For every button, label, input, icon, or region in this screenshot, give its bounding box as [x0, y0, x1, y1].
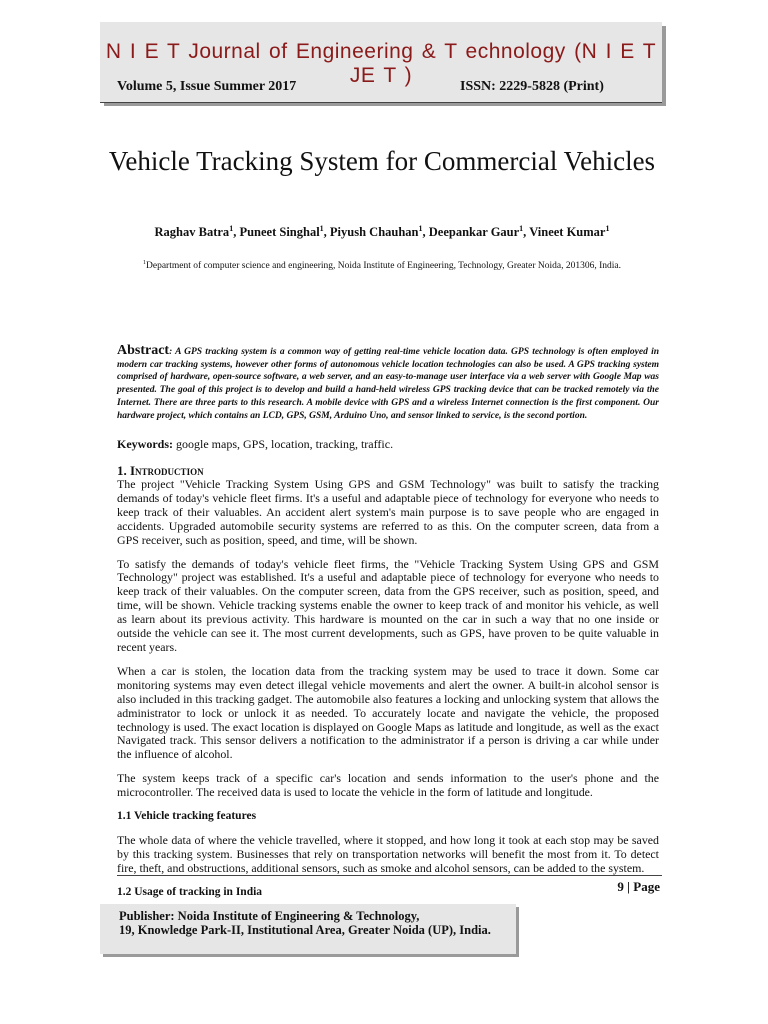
footer-divider	[117, 875, 662, 876]
keywords-label: Keywords:	[117, 437, 173, 451]
abstract-text: A GPS tracking system is a common way of getting real-time vehicle location data. GPS technology is often employed in modern car tracking systems, however other forms of autonomous vehicle location technologies can also be used. A GPS tracking system comprised of hardware, open-source software, a web server, and an easy-to-manage user interface via a web server with Google Map was presented. The goal of this project is to develop and build a hand-held wireless GPS tracking device that can be tracked remotely via the Internet. There are three parts to this research. A mobile device with GPS and a wireless Internet connection is the first component. Our hardware project, which contains an LCD, GPS, GSM, Arduino Uno, and sensor linked to service, is the second portion.	[117, 347, 659, 421]
journal-header-box	[100, 22, 662, 102]
keywords-text: google maps, GPS, location, tracking, traffic.	[173, 437, 394, 451]
author-name: Piyush Chauhan	[329, 225, 419, 240]
paragraph: The project "Vehicle Tracking System Using GPS and GSM Technology" was built to satisfy the tracking demands of today's vehicle fleet firms. It's a useful and adaptable piece of technology for everyone who needs to keep track of their valuables. An accident alert system's main purpose is to save people who are engaged in accidents. Upgraded automobile security systems are referred to as this. On the computer screen, data from a GPS receiver, such as position, speed, and time, will be shown.	[117, 477, 659, 547]
paragraph: When a car is stolen, the location data from the tracking system may be used to trace it down. Some car monitoring systems may even detect illegal vehicle movements and alert the owner. A built-in alcohol sensor is also included in this tracking gadget. The automobile also features a locking and unlocking system that allows the administrator to lock or unlock it as needed. To accurately locate and navigate the vehicle, the proposed technology is used. The exact location is displayed on Google Maps as latitude and longitude, as well as the exact Navigated track. This sensor delivers a notification to the administrator if a person is driving a car while under the influence of alcohol.	[117, 663, 659, 762]
publisher-box	[100, 904, 516, 954]
paragraph: To satisfy the demands of today's vehicle fleet firms, the "Vehicle Tracking System Using GPS and GSM Technology" project was established. It's a useful and adaptable piece of technology for everyone who needs to keep track of their valuables. On the computer screen, data from the GPS receiver, such as position, speed, and time, will be shown. Vehicle tracking systems enable the owner to keep track of and monitor his vehicle, as well as learn about its previous activity. This hardware is mounted on the car in such a way that no one inside or outside the vehicle can see it. The most current developments, such as GPS, have proven to be quite valuable in recent years.	[117, 556, 659, 654]
keywords	[117, 437, 659, 452]
abstract	[117, 345, 659, 422]
author-name: Raghav Batra	[154, 225, 230, 240]
author-affiliation-mark: 1	[229, 224, 234, 233]
author-name: Vineet Kumar	[529, 225, 606, 240]
affiliation-text: Department of computer science and engineering, Noida Institute of Engineering, Technology, Greater Noida, 201306, India.	[146, 261, 621, 272]
subsection-heading-vehicle-tracking-features: 1.1 Vehicle tracking features	[117, 810, 257, 823]
author-list: Raghav Batra$^1$, Puneet Singhal$^1$, Piyush Chauhan$^1$, Deepankar Gaur$^1$, Vineet Kumar$^1$	[154, 224, 610, 240]
journal-title: N I E T Journal of Engineering & T echnology (N I E T JE T )	[105, 40, 657, 87]
publisher-line-2: 19, Knowledge Park-II, Institutional Area, Greater Noida (UP), India.	[119, 923, 491, 937]
abstract-colon: :	[169, 347, 173, 357]
paragraph: The whole data of where the vehicle travelled, where it stopped, and how long it took at each stop may be saved by this tracking system. Businesses that rely on transportation networks will benefit the most from it. To detect fire, theft, and obstructions, additional sensors, such as smoke and alcohol sensors, can be added to the system.	[117, 832, 659, 875]
page-number: 9 | Page	[617, 879, 660, 894]
author-affiliation-mark: 1	[519, 224, 524, 233]
body-text	[117, 478, 659, 900]
author-affiliation-mark: 1	[605, 224, 610, 233]
author-affiliation	[140, 257, 624, 273]
affiliation-mark: 1	[143, 260, 146, 266]
volume-issue: Volume 5, Issue Summer 2017	[117, 79, 297, 94]
section-heading-introduction: 1. Introduction	[117, 463, 204, 478]
author-affiliation-mark: 1	[319, 224, 324, 233]
paper-title: Vehicle Tracking System for Commercial Vehicles	[108, 146, 656, 176]
subsection-heading-usage-in-india: 1.2 Usage of tracking in India	[117, 885, 263, 898]
publisher-line-1: Publisher: Noida Institute of Engineering & Technology,	[119, 909, 420, 923]
author-name: Deepankar Gaur	[428, 225, 520, 240]
issn: ISSN: 2229-5828 (Print)	[460, 79, 604, 94]
paragraph: The system keeps track of a specific car's location and sends information to the user's phone and the microcontroller. The received data is used to locate the vehicle in the form of latitude and longitude.	[117, 771, 659, 800]
abstract-label: Abstract	[117, 343, 170, 358]
header-divider	[100, 102, 662, 103]
author-affiliation-mark: 1	[418, 224, 423, 233]
author-name: Puneet Singhal	[239, 225, 320, 240]
